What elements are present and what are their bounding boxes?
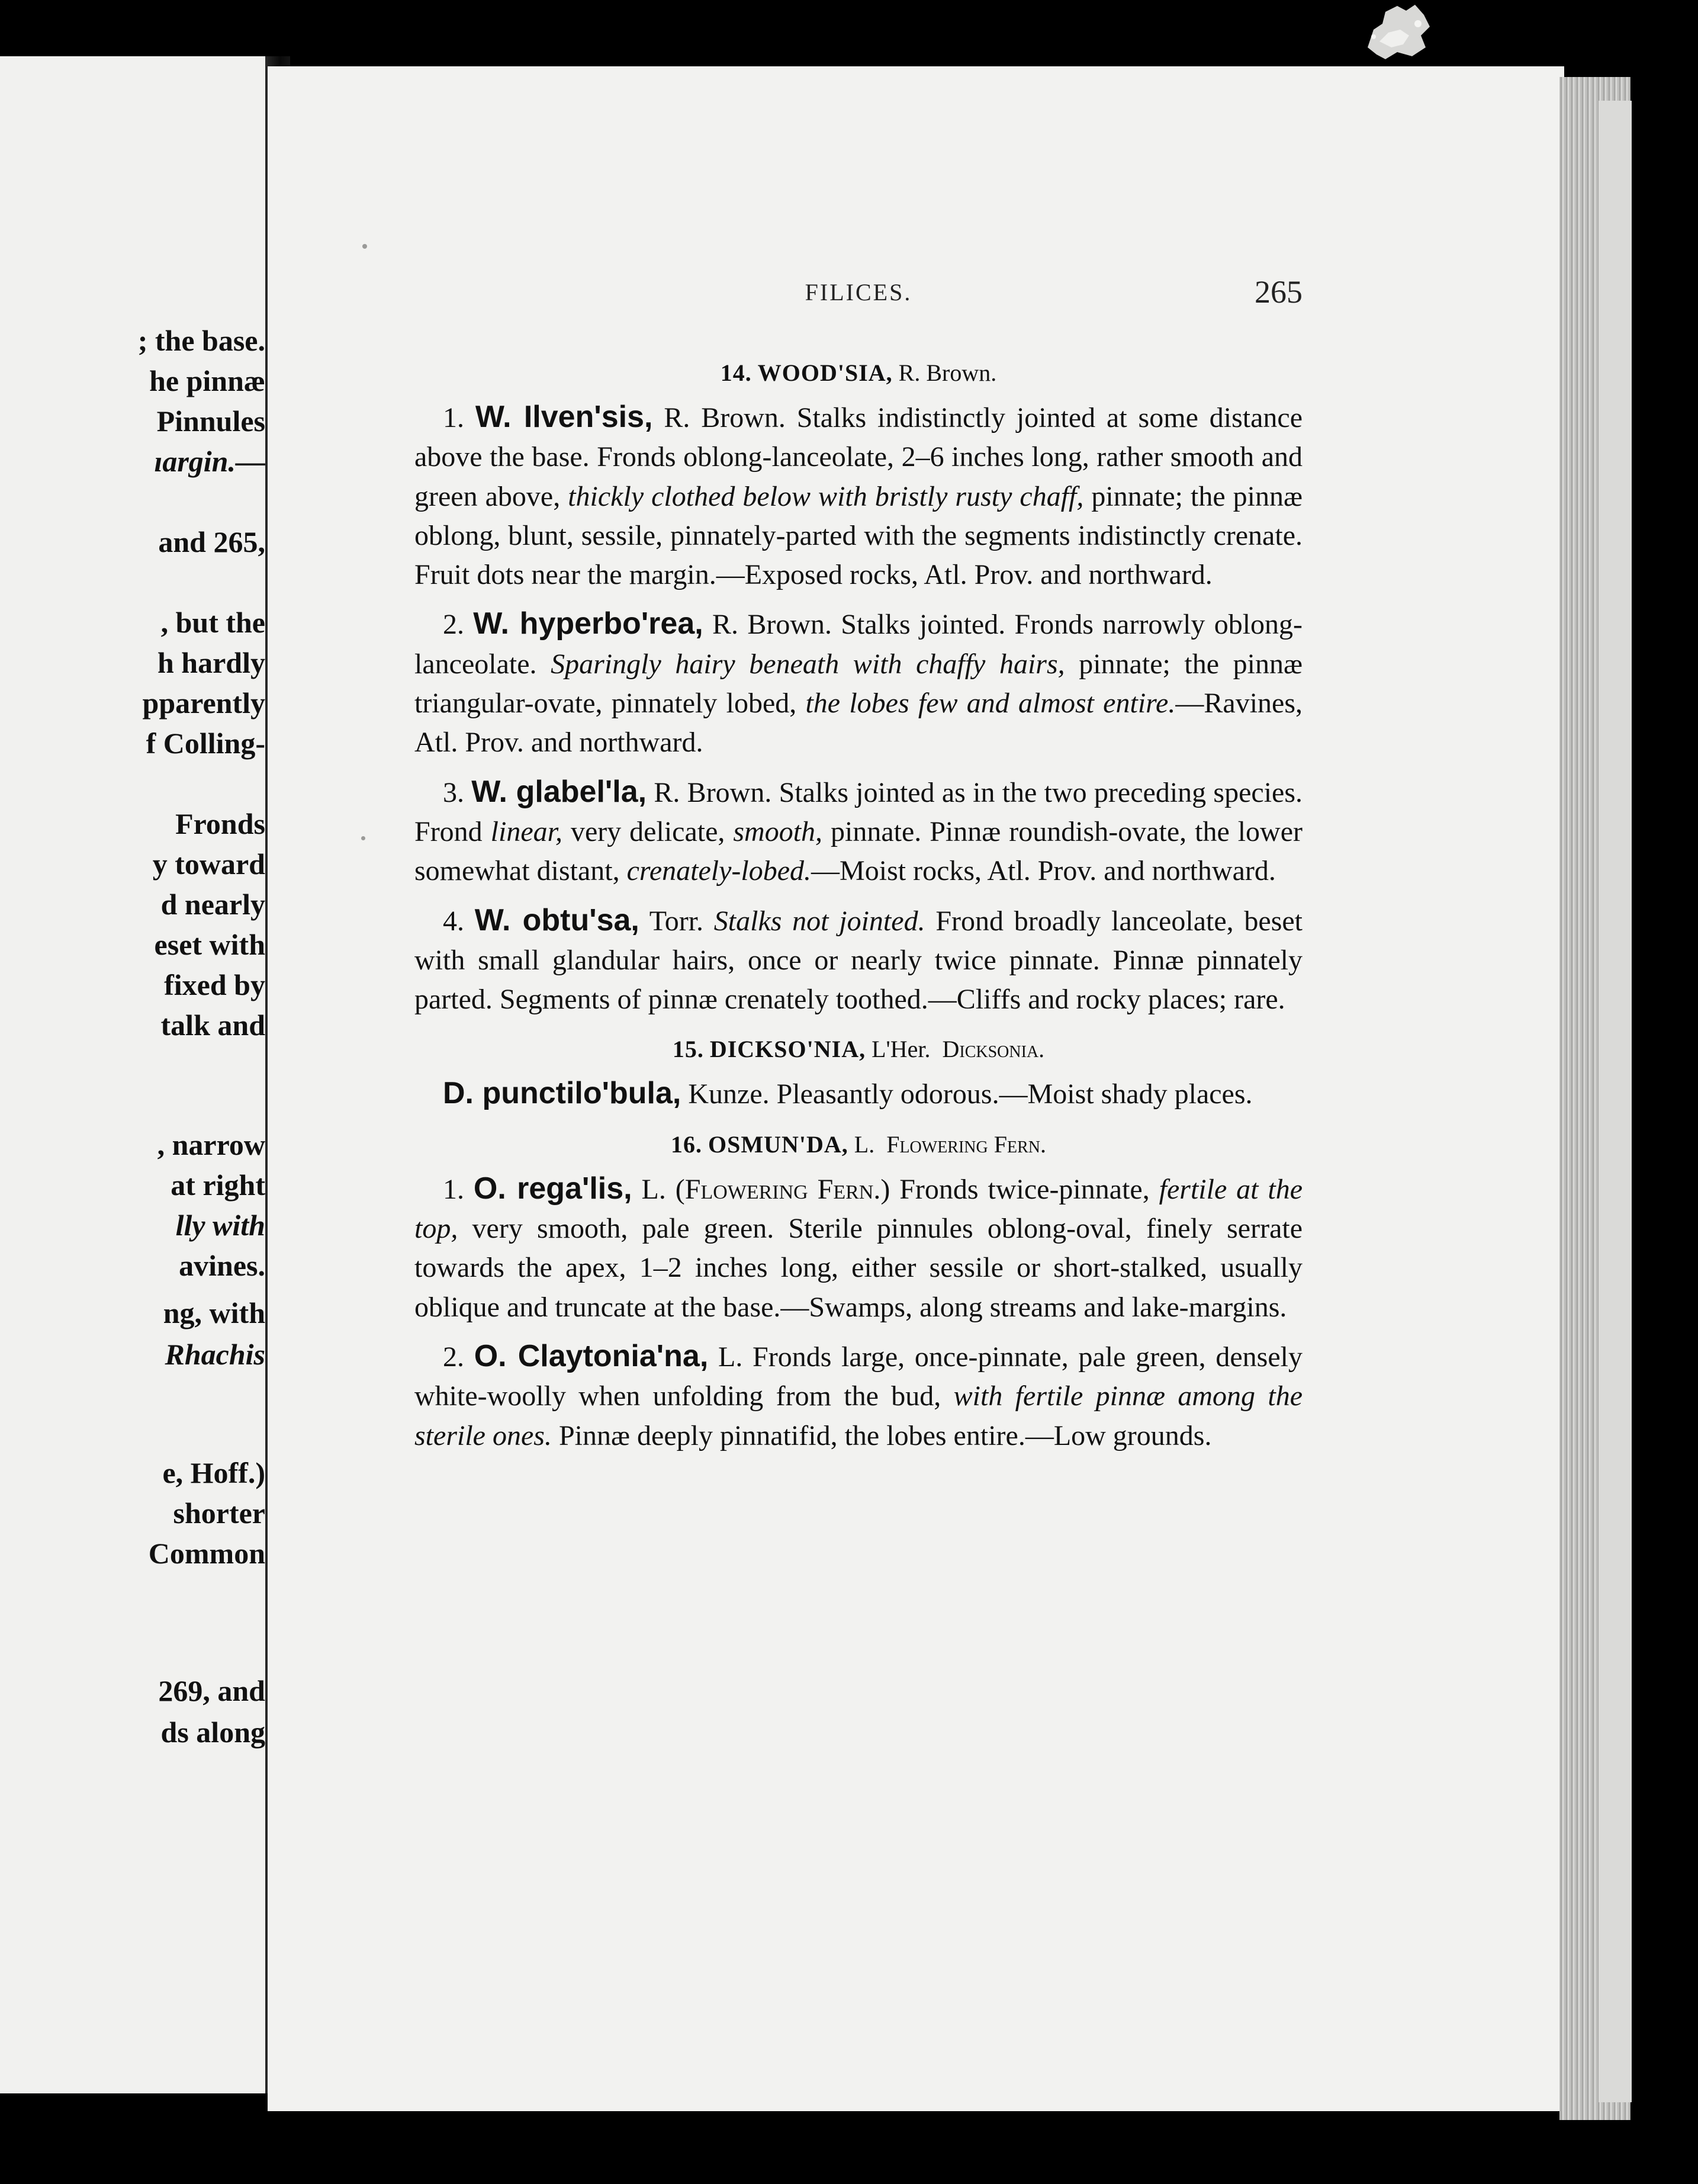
left-page-text-fragment: y toward — [152, 847, 265, 881]
left-page-text-fragment: and 265, — [158, 525, 265, 558]
genus-number: 16. — [670, 1130, 702, 1158]
left-page-text-fragment: talk and — [160, 1009, 265, 1042]
left-page-text-fragment: avines. — [179, 1249, 265, 1282]
description-italic: smooth, — [733, 815, 823, 847]
description-text: Pleasantly odorous.—Moist shady places. — [776, 1078, 1253, 1110]
left-page-text-fragment: Rhachis — [165, 1338, 265, 1371]
species-author: R. Brown. — [664, 402, 786, 433]
description-text: pinnate; the pinnæ oblong, blunt, sessile, pinnately-parted with the segments indistinctly crenate. Fruit dots near the margin.—Exposed rocks, Atl. Prov. and northward. — [414, 480, 1303, 591]
description-text: pinnate; the pinnæ triangular-ovate, pinnately lobed, — [414, 648, 1303, 720]
left-page-text-fragment: at right — [171, 1168, 265, 1202]
entry-number: 3. — [443, 776, 464, 808]
species-entry — [414, 901, 1303, 1020]
ink-speck — [361, 836, 365, 840]
description-italic: Sparingly hairy beneath with chaffy hairs, — [551, 648, 1065, 680]
entry-number: 2. — [443, 1341, 464, 1373]
left-page-text-fragment: Fronds — [175, 807, 265, 840]
genus-author: L. — [854, 1130, 875, 1158]
description-text: Stalks jointed as in the two preceding species. Frond — [414, 776, 1303, 847]
genus-author: L'Her. — [871, 1036, 931, 1063]
description-italic: fertile at the top, — [414, 1173, 1303, 1245]
torn-paper-fragment — [1356, 0, 1439, 65]
genus-number: 15. — [672, 1036, 704, 1063]
left-page-text-fragment: Pinnules — [156, 404, 265, 438]
species-entry — [414, 1169, 1303, 1327]
description-italic: crenately-lobed. — [626, 855, 812, 887]
left-page-text-fragment: pparently — [142, 686, 265, 720]
species-entry — [414, 1074, 1303, 1114]
description-text: —Moist rocks, Atl. Prov. and northward. — [811, 855, 1276, 887]
species-author: Torr. — [649, 905, 704, 937]
left-page-text-fragment: ; the base. — [137, 324, 265, 357]
genus-name: WOOD'SIA, — [757, 359, 893, 386]
description-text: —Ravines, Atl. Prov. and northward. — [414, 688, 1303, 759]
species-common-name: (Flowering Fern.) — [675, 1173, 890, 1205]
left-page-text-fragment: ıargin.— — [154, 445, 265, 478]
genus-heading-woodsia — [414, 352, 1303, 394]
genus-common-name: Flowering Fern. — [886, 1130, 1046, 1158]
description-italic: thickly clothed below with bristly rusty chaff, — [568, 480, 1084, 512]
ink-speck — [362, 244, 367, 249]
genus-heading-dicksonia — [414, 1029, 1303, 1070]
left-page-text-fragment: ds along — [160, 1716, 265, 1749]
species-author: R. Brown. — [654, 776, 772, 808]
description-text: pinnate. Pinnæ roundish-ovate, the lower somewhat distant, — [414, 815, 1303, 887]
entry-number: 4. — [443, 905, 464, 937]
species-entry — [414, 1337, 1303, 1456]
left-page-text-fragment: fixed by — [164, 968, 265, 1001]
left-page-text-fragment: d nearly — [160, 888, 265, 921]
description-italic: the lobes few and almost entire. — [805, 688, 1176, 720]
left-page-text-fragment: ng, with — [163, 1296, 265, 1329]
left-page-text-fragment: , but the — [160, 606, 265, 639]
left-page-text-fragment: eset with — [154, 928, 265, 961]
species-name: O. Claytonia'na, — [474, 1338, 709, 1373]
species-author: L. — [641, 1173, 666, 1205]
left-page — [0, 56, 265, 2093]
running-title: FILICES. — [805, 279, 912, 306]
entry-number: 1. — [443, 402, 464, 433]
species-name: D. punctilo'bula, — [443, 1076, 681, 1111]
species-name: W. Ilven'sis, — [475, 400, 653, 434]
species-name: O. rega'lis, — [473, 1171, 632, 1206]
genus-name: DICKSO'NIA, — [709, 1036, 866, 1063]
description-text: Fronds large, once-pinnate, pale green, densely white-woolly when unfolding from the bud, — [414, 1341, 1303, 1412]
genus-heading-osmunda — [414, 1124, 1303, 1165]
left-page-text-fragment: f Colling- — [146, 727, 265, 760]
species-author: R. Brown. — [712, 609, 832, 641]
left-page-text-fragment: h hardly — [157, 646, 265, 679]
species-entry — [414, 397, 1303, 595]
description-text: very delicate, — [570, 815, 725, 847]
left-page-text-fragment: shorter — [173, 1496, 265, 1530]
description-text: very smooth, pale green. Sterile pinnules oblong-oval, finely serrate towards the apex, 1–2 inches long, either sessile or short-stalked, usually oblique and truncate at the base.—Swamps, along streams and lake-margins. — [414, 1213, 1303, 1323]
left-page-text-fragment: 269, and — [158, 1674, 265, 1707]
description-italic: Stalks not jointed. — [713, 905, 925, 937]
description-italic: linear, — [490, 815, 562, 847]
species-author: Kunze. — [688, 1078, 770, 1110]
description-text: Fronds twice-pinnate, — [899, 1173, 1150, 1205]
species-entry — [414, 604, 1303, 762]
description-text: Frond broadly lanceolate, beset with small glandular hairs, once or nearly twice pinnate. Pinnæ pinnately parted. Segments of pinnæ crenately toothed.—Cliffs and rocky places; rare. — [414, 905, 1303, 1016]
running-head — [414, 274, 1303, 309]
genus-common-name: Dicksonia. — [942, 1036, 1045, 1063]
genus-author: R. Brown. — [898, 359, 997, 386]
species-entry — [414, 772, 1303, 891]
left-page-text-fragment: e, Hoff.) — [162, 1456, 265, 1489]
left-page-text-fragment: Common — [148, 1537, 265, 1570]
entry-number: 2. — [443, 609, 464, 641]
description-text: Pinnæ deeply pinnatifid, the lobes entire.—Low grounds. — [558, 1419, 1212, 1451]
left-page-text-fragment: lly with — [175, 1209, 265, 1242]
species-name: W. obtu'sa, — [474, 902, 639, 937]
description-italic: with fertile pinnæ among the sterile ones. — [414, 1380, 1303, 1451]
species-author: L. — [718, 1341, 743, 1373]
back-cover-edge — [1599, 101, 1632, 2102]
left-page-text-fragment: he pinnæ — [149, 364, 265, 397]
genus-number: 14. — [720, 359, 752, 386]
page-number: 265 — [1255, 274, 1303, 310]
species-name: W. hyperbo'rea, — [473, 606, 703, 641]
species-name: W. glabel'la, — [471, 774, 647, 809]
genus-name: OSMUN'DA, — [708, 1130, 848, 1158]
left-page-text-fragment: , narrow — [157, 1128, 265, 1161]
page-body — [414, 352, 1303, 1465]
entry-number: 1. — [443, 1173, 464, 1205]
description-text: Stalks indistinctly jointed at some distance above the base. Fronds oblong-lanceolate, 2–6 inches long, rather smooth and green above, — [414, 402, 1303, 512]
description-text: Stalks jointed. Fronds narrowly oblong-lanceolate. — [414, 609, 1303, 680]
